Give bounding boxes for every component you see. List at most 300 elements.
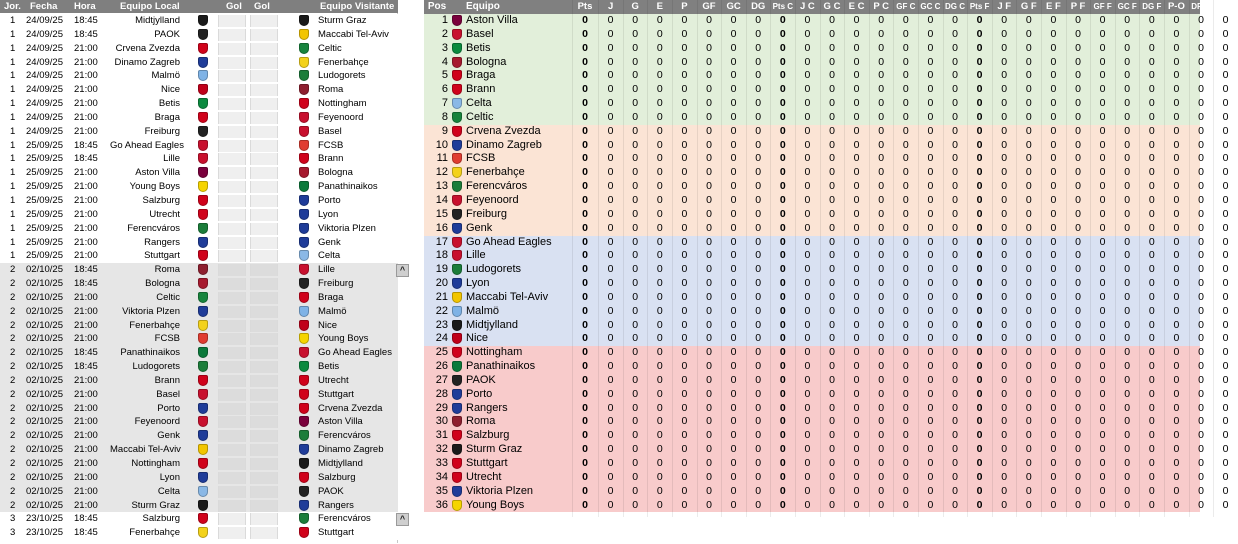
team-stat-cell: 0 — [706, 235, 712, 248]
team-stat-cell: 0 — [681, 41, 688, 54]
away-goals-input[interactable] — [250, 374, 278, 388]
standings-row[interactable] — [424, 443, 1229, 457]
away-goals-input[interactable] — [250, 222, 278, 236]
team-stat-cell: 0 — [779, 387, 786, 400]
team-stat-cell: 0 — [927, 304, 934, 317]
fixture-row[interactable] — [0, 360, 398, 374]
home-team-crest-icon — [198, 471, 212, 485]
team-stat-cell: 0 — [1050, 193, 1057, 206]
team-stat-cell: 0 — [927, 470, 934, 483]
fixture-row[interactable] — [0, 194, 398, 208]
team-stat-cell: 0 — [976, 110, 983, 123]
team-stat-cell: 0 — [755, 97, 762, 110]
home-goals-input[interactable] — [218, 415, 246, 429]
standings-row[interactable] — [424, 457, 1229, 471]
fixture-row[interactable] — [0, 512, 398, 526]
home-goals-input[interactable] — [218, 277, 246, 291]
team-stat-cell: 0 — [656, 415, 663, 428]
fixture-row[interactable] — [0, 97, 398, 111]
home-goals-input[interactable] — [218, 512, 246, 526]
away-goals-input[interactable] — [250, 83, 278, 97]
fixture-row[interactable] — [0, 152, 398, 166]
home-goals-input[interactable] — [218, 388, 246, 402]
team-stat-cell: 0 — [976, 470, 983, 483]
fixture-home-team: Ferencváros — [127, 222, 180, 234]
team-stat-cell: 0 — [804, 318, 811, 331]
standings-row[interactable] — [424, 55, 1229, 70]
home-team-crest-icon — [198, 180, 212, 194]
home-goals-input[interactable] — [218, 111, 246, 125]
team-position: 24 — [435, 332, 448, 345]
team-stat-cell: 0 — [582, 152, 588, 165]
fixture-away-team: Stuttgart — [318, 388, 354, 400]
fixture-home-team: Sturm Graz — [131, 499, 180, 511]
team-stat-cell: 0 — [927, 180, 934, 193]
home-goals-input[interactable] — [218, 499, 246, 513]
away-goals-input[interactable] — [250, 152, 278, 166]
scroll-up-button[interactable]: ^ — [396, 264, 409, 277]
team-stat-cell: 0 — [1050, 97, 1057, 110]
home-goals-input[interactable] — [218, 485, 246, 499]
standings-row[interactable] — [424, 110, 1229, 125]
standings-row[interactable] — [424, 470, 1229, 485]
team-stat-cell: 0 — [779, 470, 786, 483]
away-goals-input[interactable] — [250, 56, 278, 70]
fixture-row[interactable] — [0, 374, 398, 388]
standings-row[interactable] — [424, 152, 1229, 166]
away-goals-input[interactable] — [250, 42, 278, 56]
team-stat-cell: 0 — [853, 290, 860, 303]
away-goals-input[interactable] — [250, 429, 278, 443]
away-goals-input[interactable] — [250, 139, 278, 153]
team-stat-cell: 0 — [853, 332, 860, 345]
fixture-row[interactable] — [0, 485, 398, 499]
team-stat-cell: 0 — [681, 484, 688, 497]
standings-row[interactable] — [424, 193, 1229, 208]
away-goals-input[interactable] — [250, 291, 278, 305]
fixture-row[interactable] — [0, 277, 398, 291]
team-stat-cell: 0 — [853, 221, 860, 234]
home-goals-input[interactable] — [218, 291, 246, 305]
standings-row[interactable] — [424, 83, 1229, 97]
team-stat-cell: 0 — [1173, 290, 1180, 303]
standings-row[interactable] — [424, 207, 1229, 222]
away-goals-input[interactable] — [250, 305, 278, 319]
team-stat-cell: 0 — [607, 180, 614, 193]
home-goals-input[interactable] — [218, 319, 246, 333]
team-stat-cell: 0 — [1222, 235, 1229, 248]
fixture-fecha: 02/10/25 — [26, 499, 63, 511]
team-stat-cell: 0 — [927, 207, 934, 220]
fixture-row[interactable] — [0, 14, 398, 28]
away-goals-input[interactable] — [250, 166, 278, 180]
team-stat-cell: 0 — [1198, 221, 1204, 234]
team-position: 29 — [435, 401, 448, 414]
team-stat-cell: 0 — [829, 69, 835, 82]
team-stat-cell: 0 — [878, 373, 885, 386]
column-divider — [869, 0, 870, 517]
team-stat-cell: 0 — [1001, 69, 1008, 82]
fixture-hora: 21:00 — [74, 181, 98, 193]
standings-row[interactable] — [424, 360, 1229, 374]
standings-row[interactable] — [424, 304, 1229, 319]
away-goals-input[interactable] — [250, 263, 278, 277]
team-stat-cell: 0 — [582, 180, 588, 193]
home-goals-input[interactable] — [218, 222, 246, 236]
home-goals-input[interactable] — [218, 236, 246, 250]
fixture-row[interactable] — [0, 236, 398, 250]
fixture-row[interactable] — [0, 346, 398, 360]
home-goals-input[interactable] — [218, 443, 246, 457]
standings-row[interactable] — [424, 415, 1229, 429]
fixture-row[interactable] — [0, 222, 398, 236]
standings-row[interactable] — [424, 27, 1229, 42]
standings-row[interactable] — [424, 41, 1229, 56]
team-stat-cell: 0 — [1198, 124, 1204, 137]
home-goals-input[interactable] — [218, 28, 246, 42]
fixture-away-team: Freiburg — [318, 278, 354, 290]
team-stat-cell: 0 — [1173, 193, 1180, 206]
team-stat-cell: 0 — [1148, 221, 1155, 234]
team-stat-cell: 0 — [1173, 470, 1180, 483]
home-goals-input[interactable] — [218, 97, 246, 111]
team-stat-cell: 0 — [976, 166, 983, 179]
home-goals-input[interactable] — [218, 471, 246, 485]
home-goals-input[interactable] — [218, 125, 246, 139]
away-goals-input[interactable] — [250, 236, 278, 250]
away-goals-input[interactable] — [250, 180, 278, 194]
standings-row[interactable] — [424, 498, 1229, 513]
fixture-row[interactable] — [0, 388, 398, 402]
team-stat-cell: 0 — [730, 14, 737, 26]
home-goals-input[interactable] — [218, 69, 246, 83]
team-stat-cell: 0 — [1050, 290, 1057, 303]
team-stat-cell: 0 — [730, 83, 737, 96]
team-stat-cell: 0 — [730, 401, 737, 414]
fixture-row[interactable] — [0, 526, 398, 540]
team-stat-cell: 0 — [1148, 235, 1155, 248]
home-goals-input[interactable] — [218, 139, 246, 153]
fixture-row[interactable] — [0, 471, 398, 485]
team-stat-cell: 0 — [952, 263, 958, 276]
team-stat-cell: 0 — [1148, 443, 1155, 456]
team-stat-cell: 0 — [952, 83, 958, 96]
fixture-row[interactable] — [0, 499, 398, 513]
team-stat-cell: 0 — [1050, 235, 1057, 248]
header-gol-visitante: Gol — [254, 1, 270, 12]
away-goals-input[interactable] — [250, 28, 278, 42]
away-goals-input[interactable] — [250, 443, 278, 457]
team-stat-cell: 0 — [1001, 83, 1008, 96]
fixture-hora: 21:00 — [74, 98, 98, 110]
team-stat-cell: 0 — [1075, 346, 1081, 359]
home-team-crest-icon — [198, 42, 212, 56]
fixture-row[interactable] — [0, 457, 398, 471]
home-team-crest-icon — [198, 208, 212, 222]
home-goals-input[interactable] — [218, 249, 246, 263]
team-name: Genk — [466, 221, 493, 234]
fixture-row[interactable] — [0, 69, 398, 83]
team-position: 25 — [435, 346, 448, 359]
standings-row[interactable] — [424, 235, 1229, 250]
home-goals-input[interactable] — [218, 14, 246, 28]
team-stat-cell: 0 — [976, 360, 983, 373]
away-goals-input[interactable] — [250, 360, 278, 374]
away-goals-input[interactable] — [250, 14, 278, 28]
away-goals-input[interactable] — [250, 194, 278, 208]
team-stat-cell: 0 — [1222, 429, 1229, 442]
team-stat-cell: 0 — [1075, 332, 1081, 345]
away-goals-input[interactable] — [250, 471, 278, 485]
fixture-row[interactable] — [0, 139, 398, 153]
fixture-hora: 21:00 — [74, 430, 98, 442]
fixture-row[interactable] — [0, 56, 398, 70]
team-stat-cell: 0 — [755, 152, 762, 165]
fixture-row[interactable] — [0, 111, 398, 125]
column-divider — [1041, 0, 1042, 517]
standings-row[interactable] — [424, 97, 1229, 111]
fixture-row[interactable] — [0, 305, 398, 319]
away-team-crest-icon — [299, 125, 313, 139]
away-goals-input[interactable] — [250, 277, 278, 291]
team-stat-cell: 0 — [1050, 457, 1057, 469]
standings-row[interactable] — [424, 484, 1229, 499]
header-stat-column: GF_O — [1214, 2, 1237, 11]
away-goals-input[interactable] — [250, 97, 278, 111]
home-goals-input[interactable] — [218, 83, 246, 97]
home-goals-input[interactable] — [218, 346, 246, 360]
team-stat-cell: 0 — [582, 415, 588, 428]
team-stat-cell: 0 — [755, 429, 762, 442]
home-goals-input[interactable] — [218, 56, 246, 70]
away-goals-input[interactable] — [250, 69, 278, 83]
fixture-row[interactable] — [0, 443, 398, 457]
standings-row[interactable] — [424, 124, 1229, 139]
standings-row[interactable] — [424, 332, 1229, 346]
away-goals-input[interactable] — [250, 249, 278, 263]
team-stat-cell: 0 — [1198, 290, 1204, 303]
team-stat-cell: 0 — [902, 332, 909, 345]
scroll-up-button[interactable]: ^ — [396, 513, 409, 526]
team-stat-cell: 0 — [1198, 14, 1204, 26]
home-goals-input[interactable] — [218, 42, 246, 56]
away-goals-input[interactable] — [250, 208, 278, 222]
team-stat-cell: 0 — [829, 55, 835, 68]
team-stat-cell: 0 — [632, 180, 639, 193]
fixture-row[interactable] — [0, 415, 398, 429]
away-goals-input[interactable] — [250, 346, 278, 360]
standings-row[interactable] — [424, 346, 1229, 360]
away-team-crest-icon — [299, 388, 313, 402]
team-stat-cell: 0 — [1075, 41, 1081, 54]
header-stat-column: GC F — [1117, 2, 1137, 11]
fixture-row[interactable] — [0, 125, 398, 139]
fixture-row[interactable] — [0, 332, 398, 346]
team-stat-cell: 0 — [755, 110, 762, 123]
team-stat-cell: 0 — [927, 415, 934, 428]
standings-row[interactable] — [424, 69, 1229, 83]
team-stat-cell: 0 — [878, 27, 885, 40]
standings-row[interactable] — [424, 138, 1229, 153]
team-stat-cell: 0 — [1124, 180, 1131, 193]
home-goals-input[interactable] — [218, 152, 246, 166]
header-stat-column: G C — [823, 1, 841, 12]
standings-row[interactable] — [424, 263, 1229, 277]
team-stat-cell: 0 — [804, 443, 811, 456]
standings-row[interactable] — [424, 221, 1229, 236]
home-goals-input[interactable] — [218, 457, 246, 471]
standings-row[interactable] — [424, 401, 1229, 416]
home-team-crest-icon — [198, 249, 212, 263]
home-goals-input[interactable] — [218, 402, 246, 416]
team-stat-cell: 0 — [927, 124, 934, 137]
team-name: Betis — [466, 41, 491, 54]
home-goals-input[interactable] — [218, 374, 246, 388]
standings-row[interactable] — [424, 180, 1229, 194]
home-team-crest-icon — [198, 194, 212, 208]
fixture-row[interactable] — [0, 180, 398, 194]
team-stat-cell: 0 — [1148, 138, 1155, 151]
fixture-row[interactable] — [0, 402, 398, 416]
team-position: 20 — [435, 277, 448, 290]
fixture-fecha: 25/09/25 — [26, 208, 63, 220]
fixture-row[interactable] — [0, 263, 398, 277]
home-team-crest-icon — [198, 319, 212, 333]
fixture-row[interactable] — [0, 42, 398, 56]
fixture-fecha: 25/09/25 — [26, 222, 63, 234]
fixture-row[interactable] — [0, 208, 398, 222]
team-stat-cell: 0 — [952, 470, 958, 483]
team-stat-cell: 0 — [1148, 304, 1155, 317]
team-stat-cell: 0 — [952, 360, 958, 373]
team-stat-cell: 0 — [1001, 346, 1008, 359]
home-goals-input[interactable] — [218, 360, 246, 374]
fixture-fecha: 24/09/25 — [26, 98, 63, 110]
home-goals-input[interactable] — [218, 194, 246, 208]
fixture-jornada: 2 — [10, 333, 16, 345]
fixture-row[interactable] — [0, 249, 398, 263]
team-stat-cell: 0 — [656, 401, 663, 414]
standings-row[interactable] — [424, 290, 1229, 305]
team-stat-cell: 0 — [1099, 110, 1106, 123]
fixture-home-team: Roma — [154, 264, 180, 276]
team-stat-cell: 0 — [1198, 166, 1204, 179]
fixture-hora: 21:00 — [74, 388, 98, 400]
away-goals-input[interactable] — [250, 415, 278, 429]
team-stat-cell: 0 — [1173, 401, 1180, 414]
team-stat-cell: 0 — [706, 318, 712, 331]
home-team-crest-icon — [198, 374, 212, 388]
home-goals-input[interactable] — [218, 180, 246, 194]
home-team-crest-icon — [198, 332, 212, 346]
team-stat-cell: 0 — [853, 360, 860, 373]
fixture-hora: 21:00 — [74, 319, 98, 331]
standings-row[interactable] — [424, 166, 1229, 180]
away-goals-input[interactable] — [250, 485, 278, 499]
standings-row[interactable] — [424, 318, 1229, 333]
team-stat-cell: 0 — [853, 470, 860, 483]
fixture-row[interactable] — [0, 28, 398, 42]
standings-row[interactable] — [424, 277, 1229, 291]
standings-row[interactable] — [424, 373, 1229, 388]
home-goals-input[interactable] — [218, 263, 246, 277]
team-stat-cell: 0 — [1198, 249, 1204, 262]
away-goals-input[interactable] — [250, 332, 278, 346]
standings-row[interactable] — [424, 387, 1229, 402]
column-divider — [795, 0, 796, 517]
fixture-row[interactable] — [0, 83, 398, 97]
home-goals-input[interactable] — [218, 526, 246, 540]
home-goals-input[interactable] — [218, 166, 246, 180]
team-position: 35 — [435, 484, 448, 497]
home-goals-input[interactable] — [218, 332, 246, 346]
away-goals-input[interactable] — [250, 499, 278, 513]
column-divider — [572, 0, 573, 517]
team-stat-cell: 0 — [1198, 360, 1204, 373]
fixture-jornada: 1 — [10, 181, 16, 193]
home-goals-input[interactable] — [218, 305, 246, 319]
team-stat-cell: 0 — [853, 401, 860, 414]
team-stat-cell: 0 — [952, 193, 958, 206]
away-goals-input[interactable] — [250, 457, 278, 471]
team-stat-cell: 0 — [632, 401, 639, 414]
away-goals-input[interactable] — [250, 512, 278, 526]
team-stat-cell: 0 — [1124, 373, 1131, 386]
team-stat-cell: 0 — [952, 484, 958, 497]
team-stat-cell: 0 — [1124, 55, 1131, 68]
team-stat-cell: 0 — [607, 27, 614, 40]
team-stat-cell: 0 — [632, 55, 639, 68]
header-stat-column: G F — [1020, 1, 1037, 12]
standings-row[interactable] — [424, 429, 1229, 443]
home-goals-input[interactable] — [218, 208, 246, 222]
team-stat-cell: 0 — [1050, 263, 1057, 276]
away-goals-input[interactable] — [250, 125, 278, 139]
header-stat-column: DG — [751, 1, 766, 12]
team-stat-cell: 0 — [1099, 373, 1106, 386]
team-stat-cell: 0 — [1222, 55, 1229, 68]
team-stat-cell: 0 — [1148, 318, 1155, 331]
away-goals-input[interactable] — [250, 388, 278, 402]
fixture-row[interactable] — [0, 429, 398, 443]
team-stat-cell: 0 — [632, 415, 639, 428]
team-stat-cell: 0 — [1173, 277, 1180, 290]
fixture-row[interactable] — [0, 319, 398, 333]
fixture-hora: 21:00 — [74, 70, 98, 82]
team-name: Freiburg — [466, 207, 507, 220]
away-goals-input[interactable] — [250, 402, 278, 416]
team-stat-cell: 0 — [829, 332, 835, 345]
fixture-row[interactable] — [0, 166, 398, 180]
team-stat-cell: 0 — [1075, 83, 1081, 96]
standings-row[interactable] — [424, 14, 1229, 28]
fixture-hora: 21:00 — [74, 208, 98, 220]
away-goals-input[interactable] — [250, 526, 278, 540]
team-stat-cell: 0 — [976, 27, 983, 40]
team-stat-cell: 0 — [779, 152, 786, 165]
standings-row[interactable] — [424, 249, 1229, 263]
team-name: PAOK — [466, 373, 496, 386]
away-goals-input[interactable] — [250, 319, 278, 333]
fixture-row[interactable] — [0, 291, 398, 305]
team-stat-cell: 0 — [976, 83, 983, 96]
team-stat-cell: 0 — [755, 138, 762, 151]
team-stat-cell: 0 — [1124, 443, 1131, 456]
home-goals-input[interactable] — [218, 429, 246, 443]
team-stat-cell: 0 — [706, 124, 712, 137]
away-goals-input[interactable] — [250, 111, 278, 125]
team-stat-cell: 0 — [1050, 346, 1057, 359]
